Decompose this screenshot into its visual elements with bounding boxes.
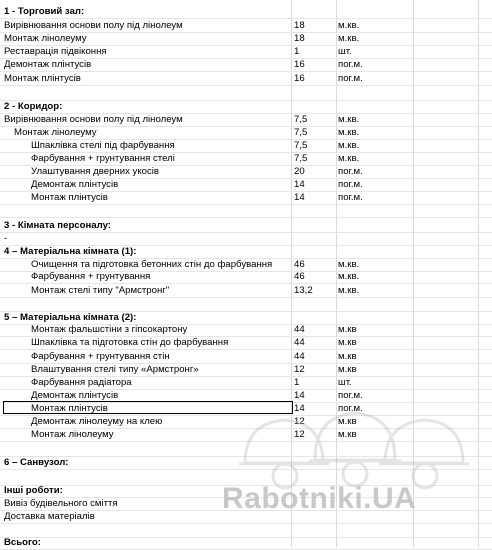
work-item-cell[interactable]: Фарбування + грунтування стелі [31, 153, 175, 164]
table-row [0, 270, 492, 283]
unit-cell[interactable]: пог.м. [338, 166, 363, 177]
table-row [0, 178, 492, 191]
work-item-cell[interactable]: Демонтаж плінтусів [4, 59, 92, 70]
unit-cell[interactable]: пог.м. [338, 73, 363, 84]
row-divider [0, 469, 492, 470]
unit-cell[interactable]: м.кв. [338, 127, 360, 138]
work-item-cell[interactable]: Улаштування дверних укосів [31, 166, 160, 177]
unit-cell[interactable]: м.кв. [338, 271, 360, 282]
work-item-cell[interactable]: Монтаж фальшстіни з гіпсокартону [31, 324, 188, 335]
unit-cell[interactable]: шт. [338, 377, 352, 388]
work-item-cell[interactable]: Монтаж лінолеуму [14, 127, 97, 138]
table-row [0, 87, 492, 100]
unit-cell[interactable]: пог.м. [338, 403, 363, 414]
table-row [0, 126, 492, 139]
quantity-cell[interactable]: 18 [294, 20, 305, 31]
work-item-cell[interactable]: 1 - Торговий зал: [4, 6, 85, 17]
work-item-cell[interactable]: 4 – Матеріальна кімната (1): [4, 246, 137, 257]
unit-cell[interactable]: м.кв. [338, 285, 360, 296]
work-item-cell[interactable]: Монтаж плінтусів [31, 403, 108, 414]
unit-cell[interactable]: м.кв. [338, 114, 360, 125]
table-row [0, 298, 492, 311]
work-item-cell[interactable]: Вивіз будівельного сміття [4, 498, 118, 509]
table-row [0, 19, 492, 32]
work-item-cell[interactable]: Реставрація підвіконня [4, 46, 107, 57]
unit-cell[interactable]: м.кв [338, 416, 357, 427]
work-item-cell[interactable]: Демонтаж лінолеуму на клею [31, 416, 163, 427]
work-item-cell[interactable]: Очищення та підготовка бетонних стін до фарбування [31, 259, 273, 270]
row-divider [0, 85, 492, 86]
quantity-cell[interactable]: 14 [294, 179, 305, 190]
quantity-cell[interactable]: 1 [294, 46, 300, 57]
quantity-cell[interactable]: 16 [294, 59, 305, 70]
quantity-cell[interactable]: 44 [294, 337, 305, 348]
unit-cell[interactable]: шт. [338, 46, 352, 57]
unit-cell[interactable]: м.кв. [338, 140, 360, 151]
quantity-cell[interactable]: 20 [294, 166, 305, 177]
table-row [0, 415, 492, 428]
work-item-cell[interactable]: Монтаж стелі типу "Армстронг" [31, 285, 170, 296]
watermark-text: Rabotniki.UA [222, 482, 417, 515]
work-item-cell[interactable]: Демонтаж плінтусів [31, 179, 119, 190]
work-item-cell[interactable]: Шпаклівка та підготовка стін до фарбування [31, 337, 229, 348]
table-row [0, 536, 492, 549]
quantity-cell[interactable]: 12 [294, 416, 305, 427]
unit-cell[interactable]: м.кв [338, 351, 357, 362]
quantity-cell[interactable]: 14 [294, 403, 305, 414]
unit-cell[interactable]: пог.м. [338, 59, 363, 70]
table-row [0, 113, 492, 126]
quantity-cell[interactable]: 18 [294, 33, 305, 44]
work-item-cell[interactable]: 5 – Матеріальна кімната (2): [4, 312, 137, 323]
table-row [0, 139, 492, 152]
quantity-cell[interactable]: 44 [294, 324, 305, 335]
work-item-cell[interactable]: Монтаж плінтусів [31, 192, 108, 203]
table-row [0, 336, 492, 349]
quantity-cell[interactable]: 12 [294, 364, 305, 375]
unit-cell[interactable]: м.кв. [338, 259, 360, 270]
table-row [0, 376, 492, 389]
table-row [0, 363, 492, 376]
table-row [0, 443, 492, 456]
row-divider [0, 441, 492, 442]
quantity-cell[interactable]: 1 [294, 377, 300, 388]
table-row [0, 323, 492, 336]
table-row [0, 45, 492, 58]
table-row [0, 219, 492, 232]
table-row [0, 204, 492, 217]
work-item-cell[interactable]: Всього: [4, 537, 41, 548]
work-item-cell[interactable]: Влаштування стелі типу «Армстронг» [31, 364, 199, 375]
table-row [0, 456, 492, 469]
work-item-cell[interactable]: Шпаклівка стелі під фарбування [31, 140, 175, 151]
quantity-cell[interactable]: 16 [294, 73, 305, 84]
table-row [0, 152, 492, 165]
table-row [0, 232, 492, 245]
table-row [0, 191, 492, 204]
table-row [0, 58, 492, 71]
quantity-cell[interactable]: 7,5 [294, 114, 308, 125]
unit-cell[interactable]: м.кв [338, 364, 357, 375]
work-item-cell[interactable]: 3 - Кімната персоналу: [4, 220, 111, 231]
table-row [0, 245, 492, 258]
unit-cell[interactable]: пог.м. [338, 390, 363, 401]
table-row [0, 350, 492, 363]
table-row [0, 100, 492, 113]
unit-cell[interactable]: м.кв [338, 429, 357, 440]
work-item-cell[interactable]: Доставка матеріалів [4, 511, 95, 522]
unit-cell[interactable]: м.кв [338, 324, 357, 335]
quantity-cell[interactable]: 14 [294, 390, 305, 401]
work-item-cell[interactable]: Фарбування радіатора [31, 377, 132, 388]
work-item-cell[interactable]: 6 – Санвузол: [4, 457, 69, 468]
selected-cell[interactable] [3, 401, 293, 414]
unit-cell[interactable]: м.кв. [338, 33, 360, 44]
work-item-cell[interactable]: Монтаж лінолеуму [31, 429, 114, 440]
unit-cell[interactable]: пог.м. [338, 179, 363, 190]
table-row [0, 165, 492, 178]
table-row [0, 72, 492, 85]
unit-cell[interactable]: м.кв [338, 337, 357, 348]
work-item-cell[interactable]: Фарбування + грунтування стін [31, 351, 170, 362]
row-divider [0, 217, 492, 218]
unit-cell[interactable]: м.кв. [338, 20, 360, 31]
table-row [0, 284, 492, 297]
work-item-cell[interactable]: Інші роботи: [4, 485, 63, 496]
quantity-cell[interactable]: 7,5 [294, 127, 308, 138]
work-item-cell[interactable]: Демонтаж плінтусів [31, 390, 119, 401]
quantity-cell[interactable]: 44 [294, 351, 305, 362]
quantity-cell[interactable]: 7,5 [294, 153, 308, 164]
table-row [0, 5, 492, 18]
unit-cell[interactable]: пог.м. [338, 192, 363, 203]
quantity-cell[interactable]: 46 [294, 271, 305, 282]
quantity-cell[interactable]: 13,2 [294, 285, 313, 296]
work-item-cell[interactable]: Вирівнювання основи полу під лінолеум [4, 20, 183, 31]
quantity-cell[interactable]: 14 [294, 192, 305, 203]
work-item-cell[interactable]: Монтаж лінолеуму [4, 33, 87, 44]
quantity-cell[interactable]: 7,5 [294, 140, 308, 151]
table-row [0, 32, 492, 45]
quantity-cell[interactable]: 12 [294, 429, 305, 440]
work-item-cell[interactable]: Вирівнювання основи полу під лінолеум [4, 114, 183, 125]
work-item-cell[interactable]: Фарбування + грунтування [31, 271, 151, 282]
work-item-cell[interactable]: Монтаж плінтусів [4, 73, 81, 84]
unit-cell[interactable]: м.кв. [338, 153, 360, 164]
work-item-cell[interactable]: - [4, 233, 8, 244]
quantity-cell[interactable]: 46 [294, 259, 305, 270]
work-item-cell[interactable]: 2 - Коридор: [4, 101, 63, 112]
table-row [0, 428, 492, 441]
